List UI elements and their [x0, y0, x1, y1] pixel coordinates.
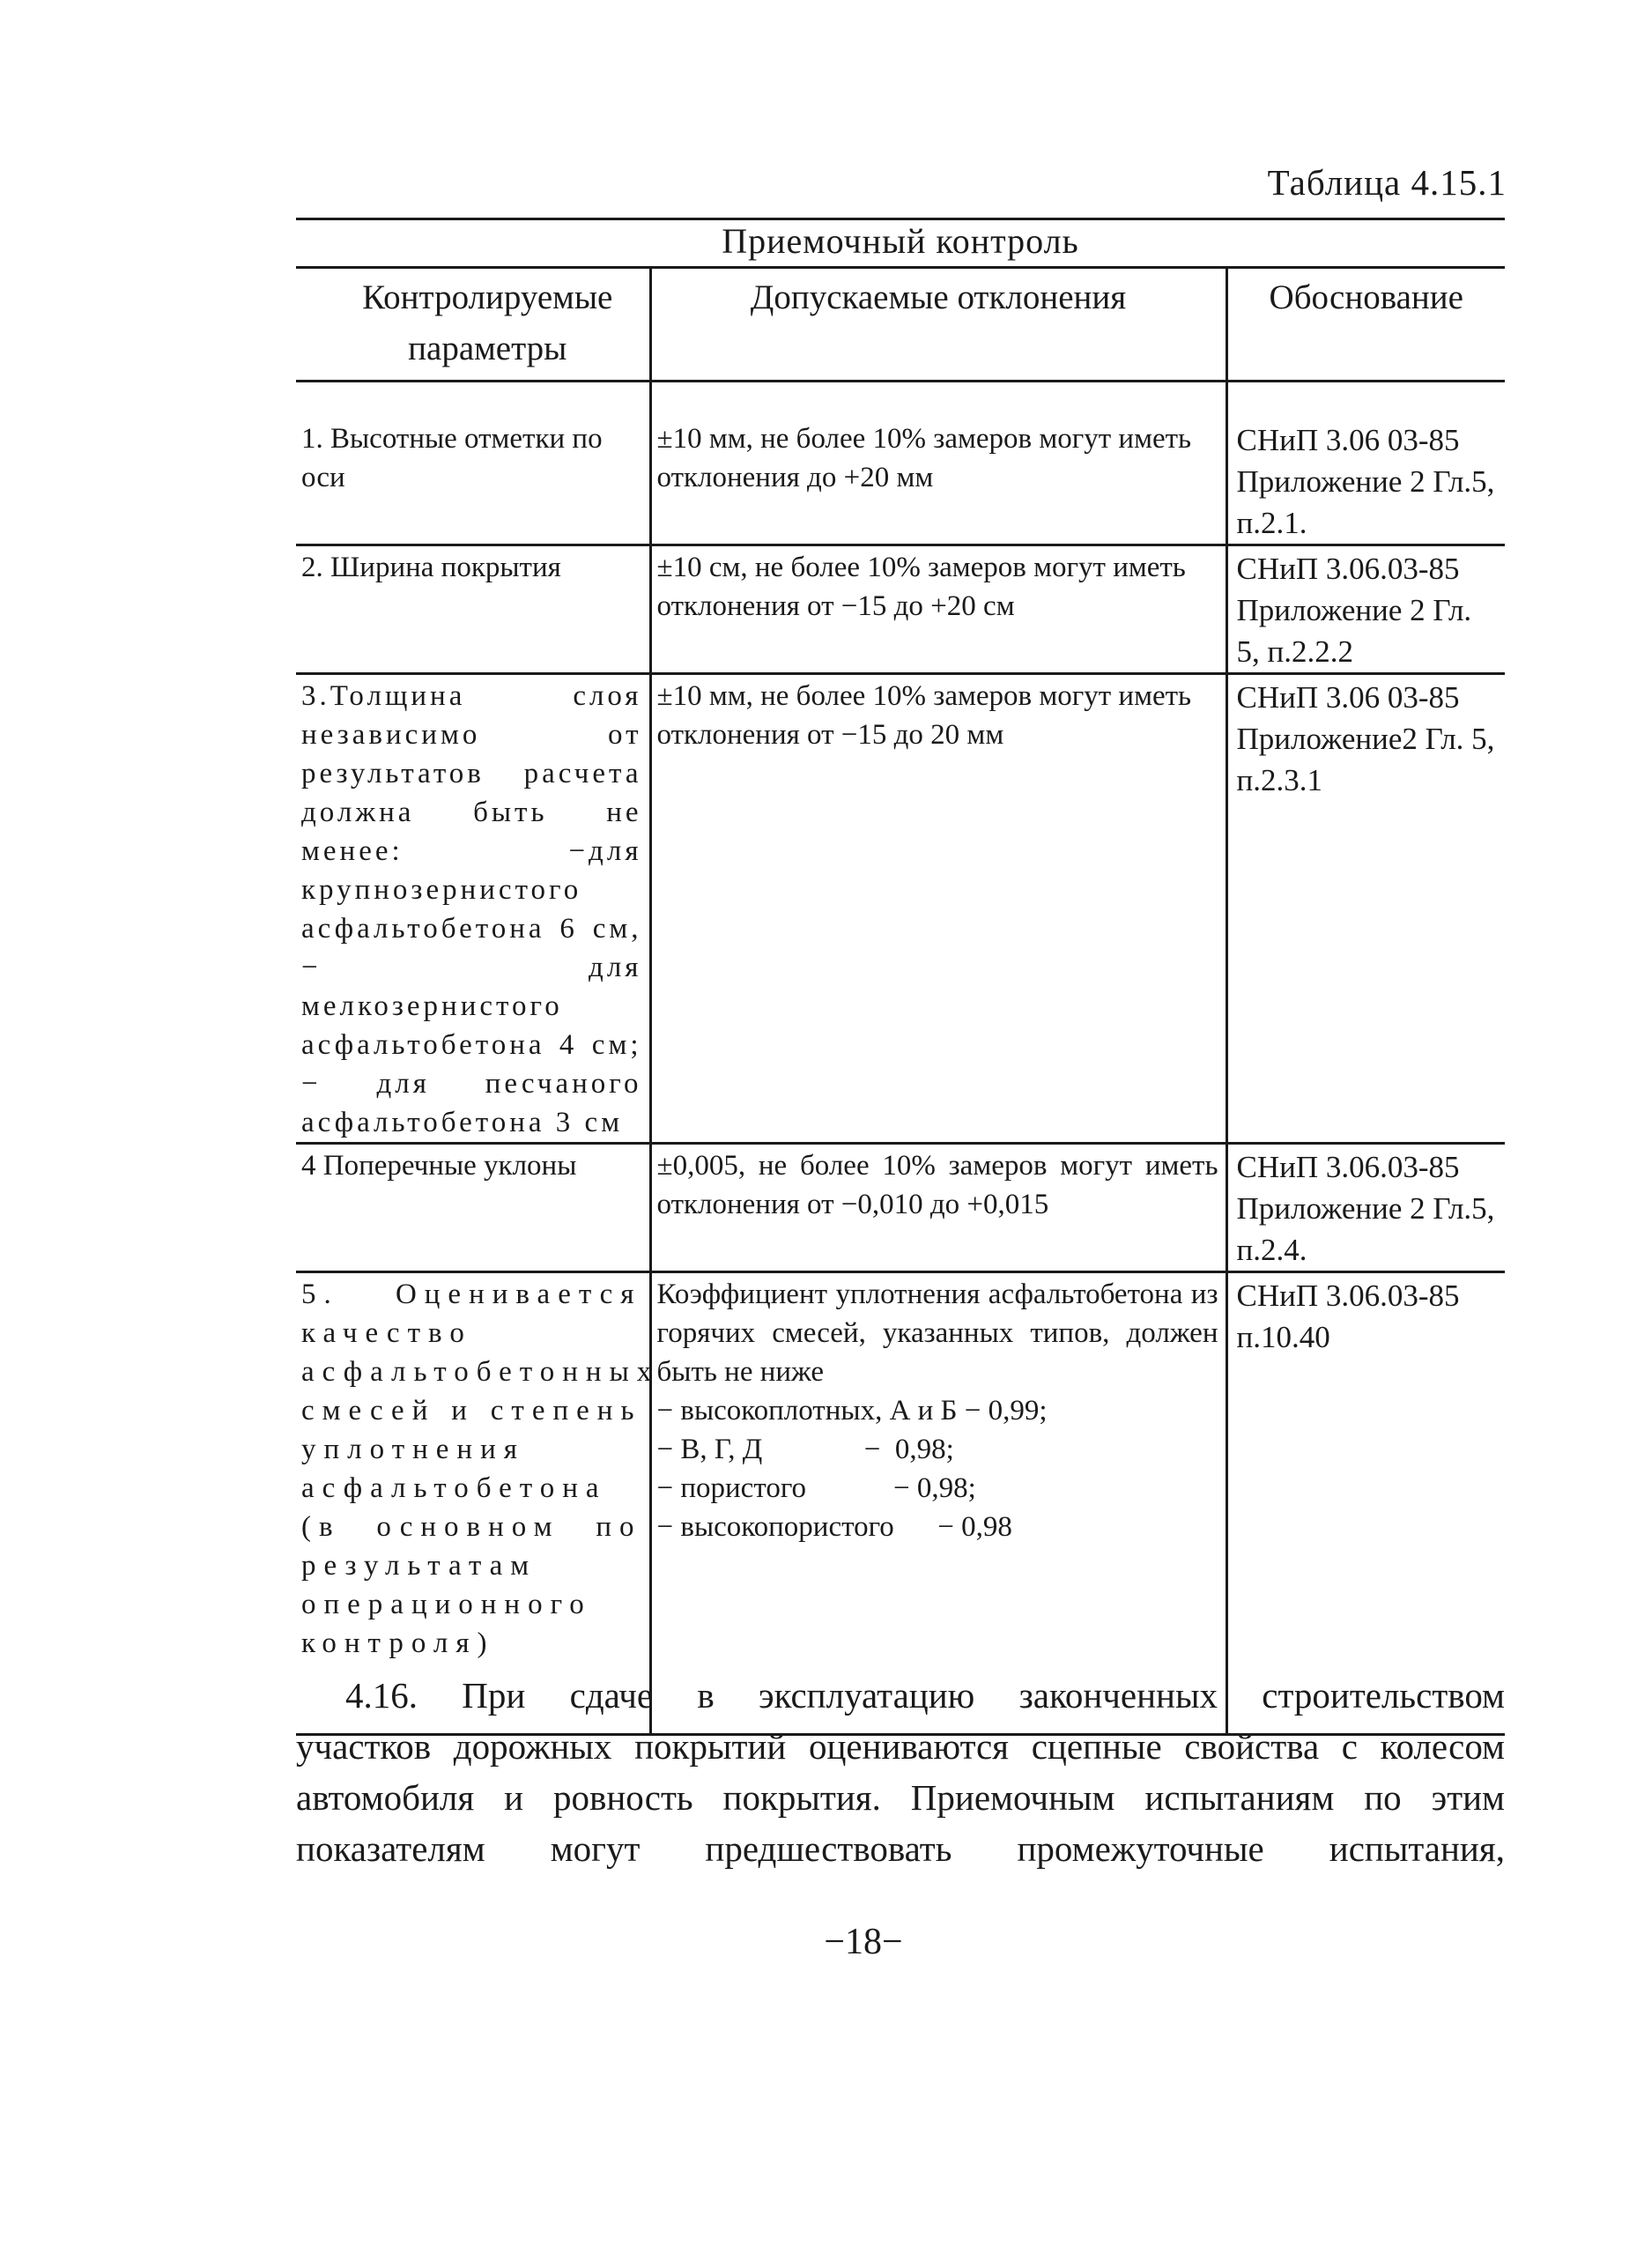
body-paragraph: [296, 1670, 1505, 1874]
paragraph-line: участков дорожных покрытий оцениваются сцепные свойства с колесом: [296, 1726, 1505, 1767]
page-number: −18−: [824, 1922, 903, 1962]
basis-cell: СНиП 3.06.03-85 п.10.40: [1226, 1272, 1505, 1735]
paragraph-line: показателям могут предшествовать промежуточные испытания,: [296, 1828, 1505, 1869]
paragraph-line: автомобиля и ровность покрытия. Приемочным испытаниям по этим: [296, 1777, 1505, 1818]
parameter-cell: 1. Высотные отметки по оси: [296, 382, 650, 545]
deviation-intro: Коэффициент уплотнения асфальтобетона из горячих смесей, указанных типов, должен быть не ниже: [656, 1279, 1218, 1388]
deviation-list-item: − пористого − 0,98;: [656, 1472, 976, 1504]
column-header-deviation: Допускаемые отклонения: [650, 268, 1226, 382]
table-row: [296, 674, 1505, 1144]
parameter-cell: 2. Ширина покрытия: [296, 545, 650, 674]
deviation-cell: ±10 мм, не более 10% замеров могут иметь отклонения от −15 до 20 мм: [650, 674, 1226, 1144]
deviation-list-item: − В, Г, Д − 0,98;: [656, 1434, 954, 1465]
deviation-list-item: − высокопористого − 0,98: [656, 1511, 1012, 1543]
deviation-cell: ±10 см, не более 10% замеров могут иметь отклонения от −15 до +20 см: [650, 545, 1226, 674]
column-header-parameter: Контролируемые параметры: [296, 268, 650, 382]
acceptance-control-table: [296, 218, 1505, 1736]
deviation-cell: [650, 1272, 1226, 1735]
table-caption: Таблица 4.15.1: [1267, 162, 1507, 203]
basis-cell: СНиП 3.06.03-85 Приложение 2 Гл. 5, п.2.2.2: [1226, 545, 1505, 674]
parameter-cell: 4 Поперечные уклоны: [296, 1144, 650, 1272]
deviation-list-item: − высокоплотных, А и Б − 0,99;: [656, 1395, 1048, 1427]
table-row: [296, 1272, 1505, 1735]
table-group-header: Приемочный контроль: [296, 219, 1505, 268]
table-row: [296, 382, 1505, 545]
basis-cell: СНиП 3.06 03-85 Приложение2 Гл. 5, п.2.3.1: [1226, 674, 1505, 1144]
basis-cell: СНиП 3.06 03-85 Приложение 2 Гл.5, п.2.1.: [1226, 382, 1505, 545]
table-row: [296, 545, 1505, 674]
parameter-cell: 5. Оценивается качество асфальтобетонных смесей и степень уплотнения асфальтобетона (в основном по результатам операционного контроля): [296, 1272, 650, 1735]
basis-cell: СНиП 3.06.03-85 Приложение 2 Гл.5, п.2.4.: [1226, 1144, 1505, 1272]
acceptance-control-table-wrapper: [296, 218, 1505, 1736]
paragraph-line: 4.16. При сдаче в эксплуатацию законченных строительством: [345, 1675, 1505, 1716]
column-header-basis: Обоснование: [1226, 268, 1505, 382]
deviation-cell: ±10 мм, не более 10% замеров могут иметь отклонения до +20 мм: [650, 382, 1226, 545]
deviation-cell: ±0,005, не более 10% замеров могут иметь отклонения от −0,010 до +0,015: [650, 1144, 1226, 1272]
parameter-cell: 3.Толщина слоя независимо от результатов расчета должна быть не менее: −для крупнозернистого асфальтобетона 6 см, − для мелкозернистого асфальтобетона 4 см; − для песчаного асфальтобетона 3 см: [296, 674, 650, 1144]
table-row: [296, 1144, 1505, 1272]
